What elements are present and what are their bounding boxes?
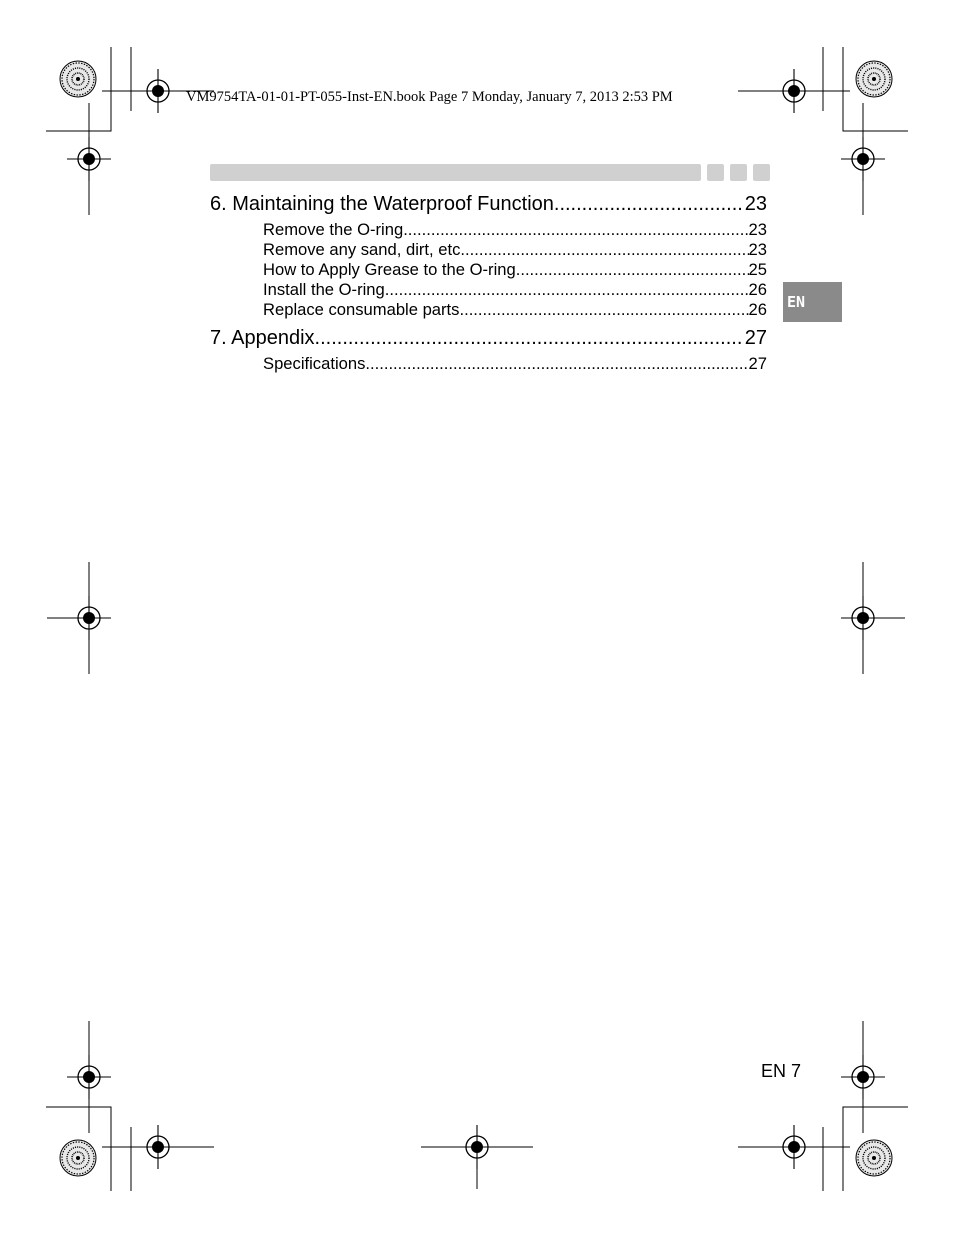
toc-entry-page: 25 <box>748 260 767 279</box>
toc-entry[interactable] <box>210 354 767 374</box>
toc-chapter-page: 23 <box>744 193 767 215</box>
star-target-bottom-left <box>60 1140 96 1176</box>
toc-chapter-page: 27 <box>744 327 767 349</box>
language-tab: EN <box>783 282 842 322</box>
toc-entry-page: 27 <box>748 354 767 373</box>
toc-chapter-title: 7. Appendix <box>210 327 315 349</box>
toc-entry-title: Remove any sand, dirt, etc. <box>263 240 465 259</box>
toc-entry[interactable] <box>210 220 767 240</box>
toc-entry-page: 23 <box>748 220 767 239</box>
toc-section <box>210 324 767 374</box>
toc-leader-dots <box>365 354 748 374</box>
toc-entry[interactable] <box>210 260 767 280</box>
toc-entry-title: Replace consumable parts <box>263 300 460 319</box>
toc-entry-page: 26 <box>748 300 767 319</box>
section-header-bar <box>210 164 701 181</box>
toc-entry-title: Install the O-ring <box>263 280 385 299</box>
page-number: EN 7 <box>761 1061 802 1081</box>
toc-leader-dots <box>385 280 749 300</box>
star-target-bottom-right <box>856 1140 892 1176</box>
section-header-square <box>730 164 747 181</box>
toc-chapter-title: 6. Maintaining the Waterproof Function <box>210 193 554 215</box>
toc-chapter[interactable] <box>210 324 767 352</box>
toc-leader-dots <box>459 300 748 320</box>
toc-entry[interactable] <box>210 240 767 260</box>
toc-entry[interactable] <box>210 300 767 320</box>
toc-section <box>210 190 767 320</box>
toc-leader-dots <box>465 240 749 260</box>
toc-entry-title: Specifications <box>263 354 366 373</box>
toc-leader-dots <box>516 260 749 280</box>
star-target-top-left <box>60 61 96 97</box>
section-header-square <box>707 164 724 181</box>
toc-entry-page: 26 <box>748 280 767 299</box>
star-target-top-right <box>856 61 892 97</box>
toc-leader-dots <box>554 190 743 218</box>
toc-chapter[interactable] <box>210 190 767 218</box>
toc-entry-page: 23 <box>748 240 767 259</box>
book-file-info: VM9754TA-01-01-PT-055-Inst-EN.book Page 7 Monday, January 7, 2013 2:53 PM <box>186 89 673 105</box>
toc-entry-title: How to Apply Grease to the O-ring <box>263 260 516 279</box>
section-header-square <box>753 164 770 181</box>
toc-leader-dots <box>403 220 748 240</box>
toc-entry-title: Remove the O-ring <box>263 220 404 239</box>
toc-leader-dots <box>315 324 743 352</box>
toc-entry[interactable] <box>210 280 767 300</box>
